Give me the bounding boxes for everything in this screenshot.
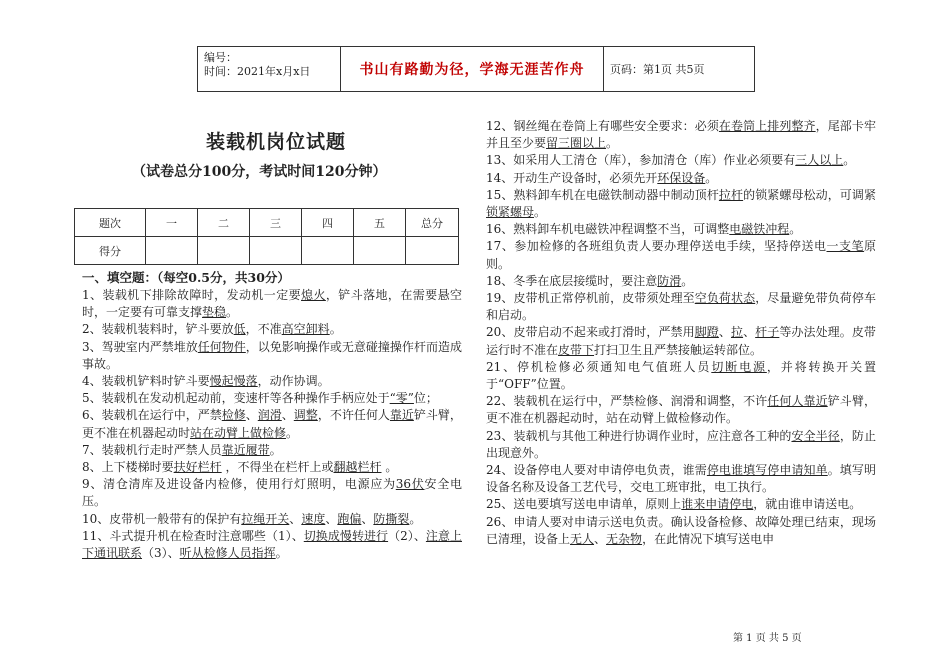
question-text: 18、冬季在底层接缆时，要注意 (486, 273, 658, 288)
answer-blank: 三人以上 (795, 153, 844, 168)
score-header-cell: 二 (198, 209, 250, 237)
page-footer: 第 1 页 共 5 页 (733, 633, 802, 644)
question-text: 原则。 (486, 239, 876, 271)
answer-blank: 调整 (293, 408, 318, 423)
question (82, 390, 462, 407)
question-text: 25、送电要填写送电申请单，原则上 (486, 497, 682, 512)
answer-blank: 垫稳 (202, 305, 227, 320)
question-text: 。 (381, 460, 398, 475)
answer-blank: 高空卸料 (281, 322, 330, 337)
question (82, 528, 462, 562)
question-text: ，尾部卡牢并且至少要 (486, 119, 876, 151)
question-text: 。 (681, 273, 694, 288)
question-text: 2、装载机装料时，铲斗要放 (82, 322, 234, 337)
question-text: 。填写明设备名称及设备工艺代号，交电工班审批，电工执行。 (486, 463, 876, 495)
score-table-header-row (75, 209, 459, 237)
answer-blank: “零” (389, 391, 414, 406)
answer-blank: 速度 (301, 511, 326, 526)
answer-blank: 润滑 (257, 408, 282, 423)
question-text: 6、装载机在运行中，严禁 (82, 408, 222, 423)
score-table-score-row (75, 237, 459, 265)
score-cell (354, 237, 406, 265)
question (486, 152, 876, 169)
answer-blank: 电磁铁冲程 (729, 222, 790, 237)
answer-blank: 听从检修人员指挥 (179, 546, 276, 561)
question-text: ，不得坐在栏杆上或 (221, 460, 334, 475)
header-motto: 书山有路勤为径，学海无涯苦作舟 (341, 47, 604, 91)
score-cell (406, 237, 459, 265)
question (486, 324, 876, 358)
answer-blank: 任何物件 (197, 339, 246, 354)
question-text: 。 (275, 546, 288, 561)
answer-blank: 防滑 (657, 273, 682, 288)
question-text: 7、装载机行走时严禁人员 (82, 442, 222, 457)
question (82, 407, 462, 441)
question-text: ，动作协调。 (257, 374, 330, 389)
question-text: 、 (325, 511, 338, 526)
question-text: 5、装载机在发动机起动前，变速杆等各种操作手柄应处于 (82, 391, 390, 406)
question-text: 铲斗臂，更不准在机器起动时，站在动臂上做检修动作。 (486, 394, 876, 426)
question-text: 8、上下楼梯时要 (82, 460, 174, 475)
header-meta (198, 47, 341, 91)
answer-blank: 拉 (730, 325, 744, 340)
document-header (197, 46, 755, 92)
question-text: 9、清仓清库及进设备内检修，使用行灯照明，电源应为 (82, 477, 396, 492)
header-page: 页码：第1页 共5页 (610, 63, 705, 76)
answer-blank: 拉杆 (718, 187, 744, 202)
score-header-cell: 三 (250, 209, 302, 237)
question (82, 287, 462, 321)
question-text: 16、熟料卸车机电磁铁冲程调整不当，可调整 (486, 222, 730, 237)
question-text: 13、如采用人工清仓（库），参加清仓（库）作业必须要有 (486, 153, 796, 168)
answer-blank: 拉绳开关 (241, 511, 290, 526)
answer-blank: 安全半径 (791, 428, 840, 443)
question-text: 23、装载机与其他工种进行协调作业时，应注意各工种的 (486, 428, 792, 443)
question (486, 514, 876, 548)
answer-blank: 低 (233, 322, 246, 337)
question-text: ，以免影响操作或无意碰撞操作杆而造成事故。 (82, 339, 462, 371)
question-text: 。 (789, 222, 802, 237)
answer-blank: 慢起慢落 (209, 374, 258, 389)
question-text: 19、皮带机正常停机前，皮带须处理至 (486, 291, 695, 306)
score-header-cell: 五 (354, 209, 406, 237)
answer-blank: 翻越栏杆 (333, 460, 382, 475)
question (82, 373, 462, 390)
answer-blank: 皮带下 (558, 342, 595, 357)
score-cell (146, 237, 198, 265)
question (486, 496, 876, 513)
question-text: 10、皮带机一般带有的保护有 (82, 511, 242, 526)
answer-blank: 扶好栏杆 (173, 460, 222, 475)
right-column (486, 118, 876, 548)
question-text: 。 (226, 305, 239, 320)
answer-blank: 跑偏 (337, 511, 362, 526)
answer-blank: 在卷筒上排列整齐 (718, 119, 816, 133)
answer-blank: 任何人靠近 (767, 394, 828, 409)
question (486, 290, 876, 324)
question-text: 26、申请人要对申请示送电负责。确认设备检修、故障处理已结束，现场已清理，设备上 (486, 514, 876, 546)
question-text: 、 (245, 408, 258, 423)
question-text: （2）、 (388, 528, 426, 543)
question-text: 铲斗臂，更不准在机器起动时 (82, 408, 462, 440)
question-text: 、 (361, 511, 374, 526)
question-text: 打扫卫生且严禁接触运转部位。 (594, 342, 763, 357)
left-column (82, 287, 462, 562)
question (82, 511, 462, 528)
answer-blank: 36伏 (395, 477, 425, 492)
question-text: 4、装载机铲料时铲斗要 (82, 374, 210, 389)
header-time: 时间：2021年x月x日 (204, 65, 311, 78)
answer-blank: 靠近 (389, 408, 414, 423)
question (486, 393, 876, 427)
score-header-cell: 总分 (406, 209, 459, 237)
question (82, 459, 462, 476)
question-text: 1、装载机下排除故障时，发动机一定要 (82, 288, 302, 302)
question-text: 。 (534, 205, 547, 220)
answer-blank: 一支笔 (826, 239, 864, 254)
score-header-cell: 题次 (75, 209, 146, 237)
question (486, 187, 876, 221)
answer-blank: 注意上下通讯联系 (82, 528, 462, 561)
question-text: 15、熟料卸车机在电磁铁制动器中制动顶杆 (486, 187, 719, 202)
answer-blank: 空负荷状态 (694, 291, 756, 306)
question-text: 、 (718, 325, 731, 340)
question-text: 24、设备停电人要对申请停电负责，谁需 (486, 463, 707, 478)
question-text: 、 (594, 531, 607, 546)
section-heading: 一、填空题：（每空0.5分，共30分） (82, 270, 290, 285)
question (82, 442, 462, 459)
question (486, 118, 876, 152)
answer-blank: 谁来申请停电 (681, 497, 754, 512)
answer-blank: 杆子 (755, 325, 780, 340)
question-text: 21、停机检修必须通知电气值班人员 (486, 359, 712, 374)
question-text: 、 (281, 408, 294, 423)
question (486, 359, 876, 393)
score-header-cell: 四 (302, 209, 354, 237)
question-text: 、 (743, 325, 756, 340)
question-text: ，不准 (245, 322, 282, 337)
question (486, 221, 876, 238)
question-text: 的锁紧螺母松动，可调紧 (743, 187, 876, 202)
question-text: 。 (329, 322, 342, 337)
answer-blank: 熄火 (301, 288, 326, 302)
answer-blank: 检修 (221, 408, 246, 423)
question (486, 170, 876, 187)
page-subtitle: （试卷总分100分，考试时间120分钟） (132, 164, 387, 180)
question-text: 等办法处理。皮带运行时不准在 (486, 325, 876, 357)
score-cell (250, 237, 302, 265)
answer-blank: 切断电源 (711, 359, 767, 374)
question-text: ，尽量避免带负荷停车和启动。 (486, 291, 876, 323)
answer-blank: 留三圈以上 (546, 136, 607, 151)
question-text: 。 (843, 153, 856, 168)
question-text: ，铲斗落地，在需要悬空时，一定要有可靠支撑 (82, 288, 462, 320)
question-text: 20、皮带启动不起来或打滑时，严禁用 (486, 325, 695, 340)
answer-blank: 防撕裂 (373, 511, 410, 526)
question-text: 17、参加检修的各班组负责人要办理停送电手续，坚持停送电 (486, 239, 827, 254)
score-cell (198, 237, 250, 265)
question-text: 。 (286, 425, 299, 440)
question-text: 22、装载机在运行中，严禁检修、润滑和调整，不许 (486, 394, 768, 409)
score-header-cell: 一 (146, 209, 198, 237)
question-text: ，防止出现意外。 (486, 428, 876, 460)
question (82, 321, 462, 338)
question-text: ，就由谁申请送电。 (753, 497, 862, 512)
question-text: 。 (269, 442, 282, 457)
header-number: 编号： (204, 51, 237, 64)
question-text: 11、斗式提升机在检查时注意哪些（1）、 (82, 528, 304, 543)
answer-blank: 站在动臂上做检修 (190, 425, 287, 440)
answer-blank: 靠近履带 (221, 442, 270, 457)
question (486, 428, 876, 462)
answer-blank: 环保设备 (657, 170, 706, 185)
question-text: 12、钢丝绳在卷筒上有哪些安全要求：必须 (486, 119, 719, 133)
score-row-label: 得分 (75, 237, 146, 265)
question-text: 14、开动生产设备时，必须先开 (486, 170, 658, 185)
question-text: （3）、 (142, 546, 180, 561)
answer-blank: 脚蹬 (694, 325, 719, 340)
question-text: 位； (413, 391, 438, 406)
question (486, 273, 876, 290)
question-text: 、 (289, 511, 302, 526)
answer-blank: 无杂物 (606, 531, 643, 546)
question (82, 339, 462, 373)
question-text: ，不许任何人 (317, 408, 390, 423)
question (486, 462, 876, 496)
question-text: 。 (705, 170, 718, 185)
question-text: 安全电压。 (82, 477, 462, 509)
answer-blank: 切换成慢转进行 (303, 528, 389, 543)
question (486, 238, 876, 272)
question-text: 。 (409, 511, 422, 526)
score-table (74, 208, 459, 265)
question-text: ，并将转换开关置于“OFF”位置。 (486, 359, 876, 392)
answer-blank: 停电谁填写停申请知单 (706, 463, 828, 478)
question-text: 3、驾驶室内严禁堆放 (82, 339, 198, 354)
question (82, 476, 462, 510)
answer-blank: 无人 (570, 531, 595, 546)
score-cell (302, 237, 354, 265)
question-text: ，在此情况下填写送电申 (642, 531, 775, 546)
answer-blank: 锁紧螺母 (486, 205, 535, 220)
page-title: 装载机岗位试题 (206, 131, 347, 153)
question-text: 。 (606, 136, 619, 151)
